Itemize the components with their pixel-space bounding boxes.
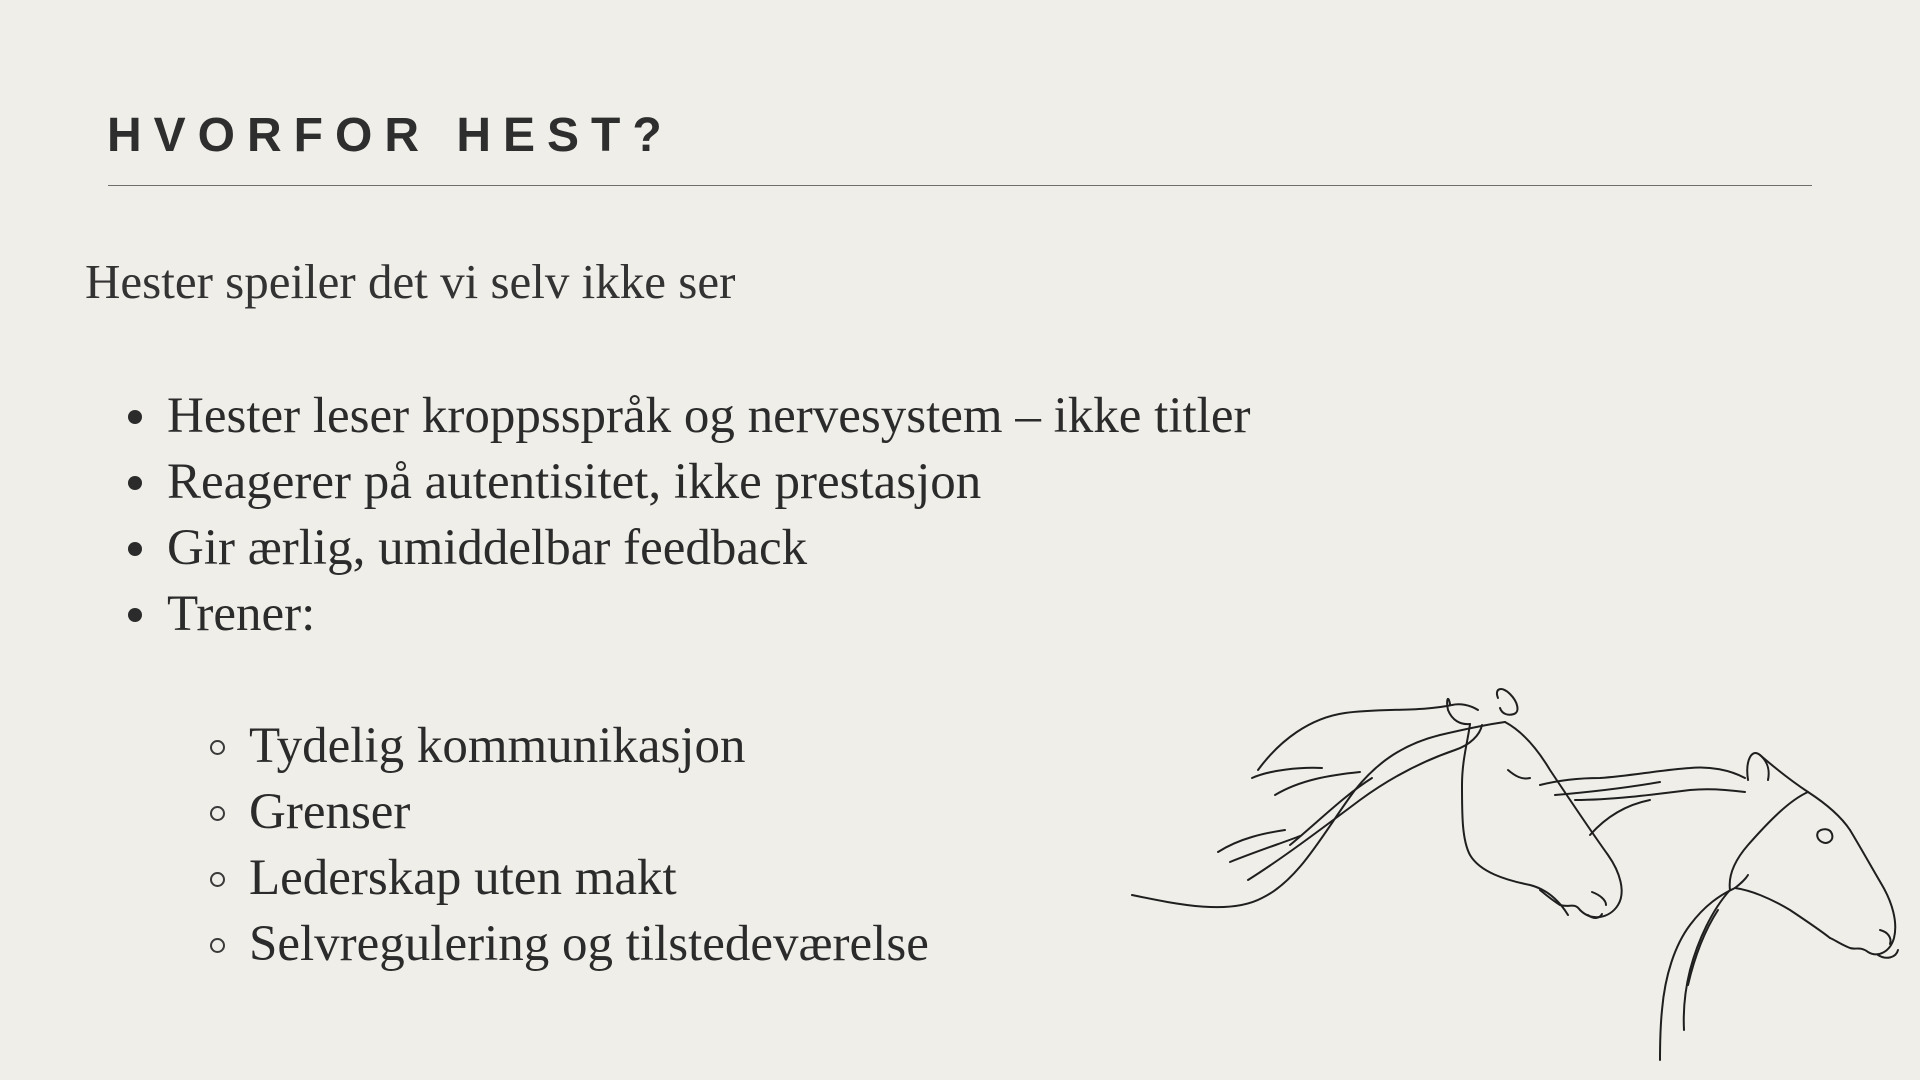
sub-list-item-text: Grenser xyxy=(249,784,411,840)
list-item xyxy=(167,584,315,644)
bullet-dot-icon xyxy=(128,476,142,490)
title-divider xyxy=(108,185,1812,186)
two-horses-line-art-icon xyxy=(1120,680,1920,1080)
bullet-ring-icon xyxy=(210,806,225,821)
list-item-text: Hester leser kroppsspråk og nervesystem – ikke titler xyxy=(167,388,1251,444)
sub-list-item xyxy=(249,848,677,908)
bullet-ring-icon xyxy=(210,740,225,755)
sub-list-item-text: Selvregulering og tilstedeværelse xyxy=(249,916,929,972)
bullet-dot-icon xyxy=(128,542,142,556)
bullet-ring-icon xyxy=(210,872,225,887)
bullet-ring-icon xyxy=(210,938,225,953)
list-item-text: Gir ærlig, umiddelbar feedback xyxy=(167,520,808,576)
bullet-dot-icon xyxy=(128,410,142,424)
list-item-text: Trener: xyxy=(167,586,316,642)
sub-list-item xyxy=(249,782,410,842)
slide-title: HVORFOR HEST? xyxy=(107,109,674,162)
list-item xyxy=(167,386,1250,446)
sub-list-item-text: Tydelig kommunikasjon xyxy=(249,718,746,774)
sub-list-item-text: Lederskap uten makt xyxy=(249,850,677,906)
list-item-text: Reagerer på autentisitet, ikke prestasjon xyxy=(167,454,982,510)
sub-list-item xyxy=(249,914,929,974)
list-item xyxy=(167,452,981,512)
list-item xyxy=(167,518,807,578)
slide-subtitle: Hester speiler det vi selv ikke ser xyxy=(85,254,736,309)
bullet-dot-icon xyxy=(128,608,142,622)
sub-list-item xyxy=(249,716,745,776)
